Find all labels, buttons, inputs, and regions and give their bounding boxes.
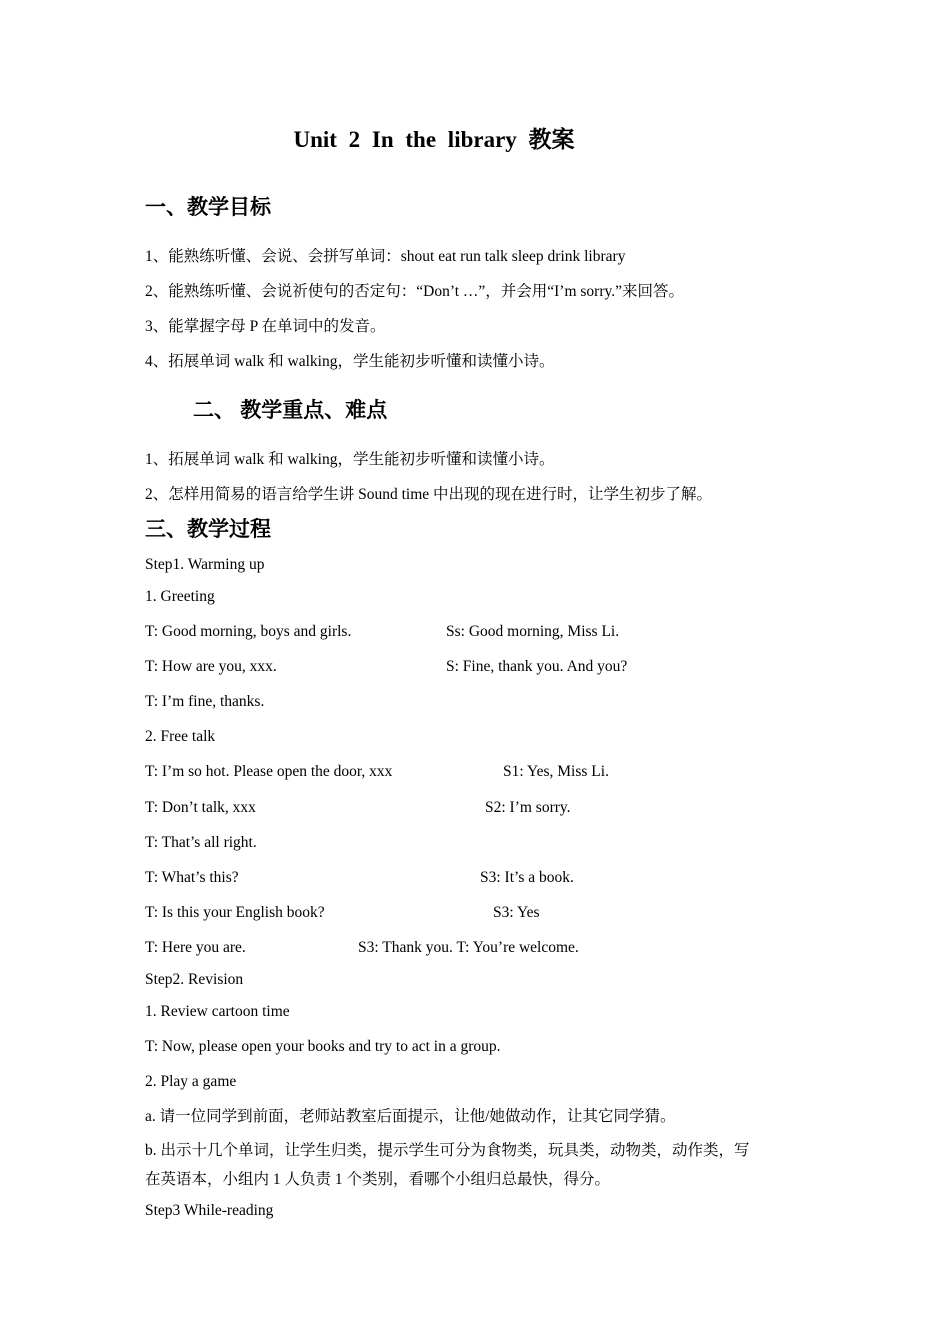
section1-heading: 一、教学目标	[145, 195, 271, 219]
dialog-teacher-line: T: That’s all right.	[145, 834, 257, 851]
step3-label: Step3 While-reading	[145, 1202, 274, 1219]
objective-3: 3、能掌握字母 P 在单词中的发音。	[145, 318, 386, 335]
dialog-teacher-line: T: Is this your English book?	[145, 904, 325, 921]
objective-4: 4、拓展单词 walk 和 walking，学生能初步听懂和读懂小诗。	[145, 353, 555, 370]
dialog-student-line: S3: Yes	[493, 904, 540, 921]
dialog-teacher-line: T: I’m fine, thanks.	[145, 693, 265, 710]
free-talk-label: 2. Free talk	[145, 728, 216, 745]
section3-heading: 三、教学过程	[145, 517, 271, 541]
dialog-teacher-line: T: Don’t talk, xxx	[145, 799, 256, 816]
review-label: 1. Review cartoon time	[145, 1003, 290, 1020]
dialog-student-line: S1: Yes, Miss Li.	[503, 763, 609, 780]
dialog-student-line: S3: Thank you. T: You’re welcome.	[358, 939, 579, 956]
dialog-student-line: S2: I’m sorry.	[485, 799, 571, 816]
dialog-teacher-line: T: What’s this?	[145, 869, 239, 886]
dialog-teacher-line: T: I’m so hot. Please open the door, xxx	[145, 763, 393, 780]
objective-2: 2、能熟练听懂、会说祈使句的否定句：“Don’t …”，并会用“I’m sorry.”来回答。	[145, 283, 685, 300]
step1-label: Step1. Warming up	[145, 556, 265, 573]
document-title: Unit 2 In the library 教案	[293, 127, 575, 152]
greeting-label: 1. Greeting	[145, 588, 215, 605]
dialog-student-line: Ss: Good morning, Miss Li.	[446, 623, 620, 640]
play-game-label: 2. Play a game	[145, 1073, 237, 1090]
dialog-teacher-line: T: Good morning, boys and girls.	[145, 623, 352, 640]
dialog-teacher-line: T: How are you, xxx.	[145, 658, 277, 675]
keypoint-1: 1、拓展单词 walk 和 walking，学生能初步听懂和读懂小诗。	[145, 451, 555, 468]
objective-1: 1、能熟练听懂、会说、会拼写单词：shout eat run talk sleep drink library	[145, 248, 626, 265]
dialog-student-line: S: Fine, thank you. And you?	[446, 658, 628, 675]
game-b-text-line1: b. 出示十几个单词，让学生归类，提示学生可分为食物类，玩具类，动物类，动作类，写	[145, 1142, 750, 1159]
game-b-text-line2: 在英语本，小组内 1 人负责 1 个类别，看哪个小组归总最快，得分。	[145, 1171, 611, 1188]
game-a-text: a. 请一位同学到前面，老师站教室后面提示，让他/她做动作，让其它同学猜。	[145, 1108, 676, 1125]
section2-heading: 二、 教学重点、难点	[193, 398, 388, 422]
dialog-student-line: S3: It’s a book.	[480, 869, 574, 886]
review-line: T: Now, please open your books and try to act in a group.	[145, 1038, 501, 1055]
step2-label: Step2. Revision	[145, 971, 244, 988]
keypoint-2: 2、怎样用简易的语言给学生讲 Sound time 中出现的现在进行时，让学生初步了解。	[145, 486, 713, 503]
dialog-teacher-line: T: Here you are.	[145, 939, 246, 956]
